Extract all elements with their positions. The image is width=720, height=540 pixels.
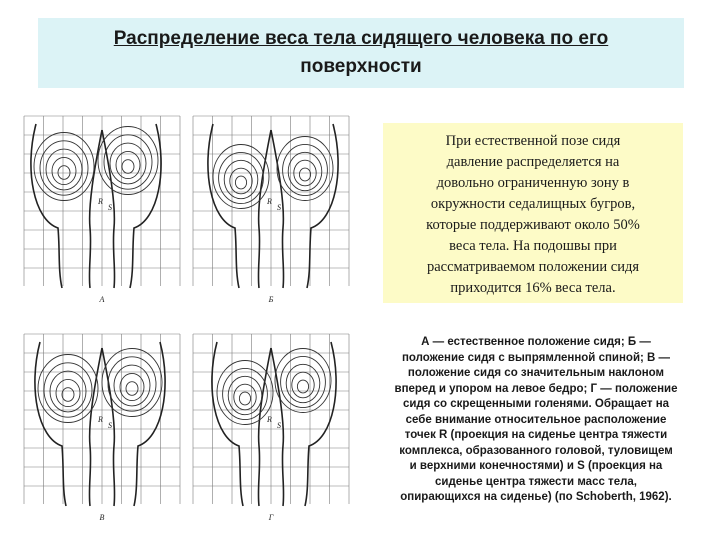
- title-banner: [38, 18, 684, 88]
- figure-label: Б: [268, 295, 274, 304]
- figure-caption: [383, 335, 689, 506]
- point-r-label: R: [98, 415, 103, 424]
- caption-line: сиденье центра тяжести масс тела,: [435, 475, 637, 488]
- info-line: При естественной позе сидя: [445, 133, 621, 149]
- caption-line: А — естественное положение сидя; Б —: [421, 336, 651, 348]
- point-r-label: R: [267, 197, 272, 206]
- figure-label: В: [99, 513, 105, 522]
- info-line: которые поддерживают около 50%: [426, 217, 640, 233]
- info-line: довольно ограниченную зону в: [436, 175, 630, 191]
- figure-v: [18, 328, 186, 524]
- point-r-label: R: [267, 415, 272, 424]
- point-s-label: S: [277, 421, 281, 430]
- body-outline: [35, 342, 165, 506]
- info-line: приходится 16% веса тела.: [450, 280, 616, 296]
- point-s-label: S: [108, 421, 112, 430]
- caption-line: положение сидя с выпрямленной спиной; В —: [401, 351, 671, 364]
- caption-line: и верхними конечностями) и S (проекция на: [409, 460, 663, 472]
- caption-line: вперед и упором на левое бедро; Г — положение: [394, 382, 678, 395]
- info-line: рассматриваемом положении сидя: [426, 259, 640, 275]
- caption-line: сидя со скрещенными голенями. Обращает на: [402, 398, 670, 410]
- point-s-label: S: [277, 203, 281, 212]
- caption-line: себе внимание относительное расположение: [405, 413, 667, 426]
- body-outline: [31, 124, 161, 288]
- figure-g: [187, 328, 355, 524]
- title-line-1: Распределение веса тела сидящего человека по его: [113, 28, 609, 49]
- info-line: давление распределяется на: [446, 154, 620, 170]
- caption-line: точек R (проекция на сиденье центра тяжести: [404, 429, 668, 441]
- title-line-2: поверхности: [300, 56, 422, 77]
- figure-a: [18, 110, 186, 306]
- info-box: [383, 123, 683, 303]
- body-outline: [212, 342, 336, 506]
- info-line: веса тела. На подошвы при: [449, 238, 617, 254]
- caption-line: комплекса, образованного головой, туловищем: [399, 444, 673, 457]
- point-r-label: R: [98, 197, 103, 206]
- caption-line: опирающихся на сиденье) (по Schoberth, 1962).: [400, 491, 672, 503]
- point-s-label: S: [108, 203, 112, 212]
- figure-b: [187, 110, 355, 306]
- info-line: окружности седалищных бугров,: [430, 196, 636, 212]
- pressure-contours: [213, 137, 333, 209]
- figure-label: Г: [268, 513, 274, 522]
- info-text: [383, 131, 683, 299]
- figure-label: А: [99, 295, 105, 304]
- caption-line: положение сидя со значительным наклоном: [407, 367, 665, 379]
